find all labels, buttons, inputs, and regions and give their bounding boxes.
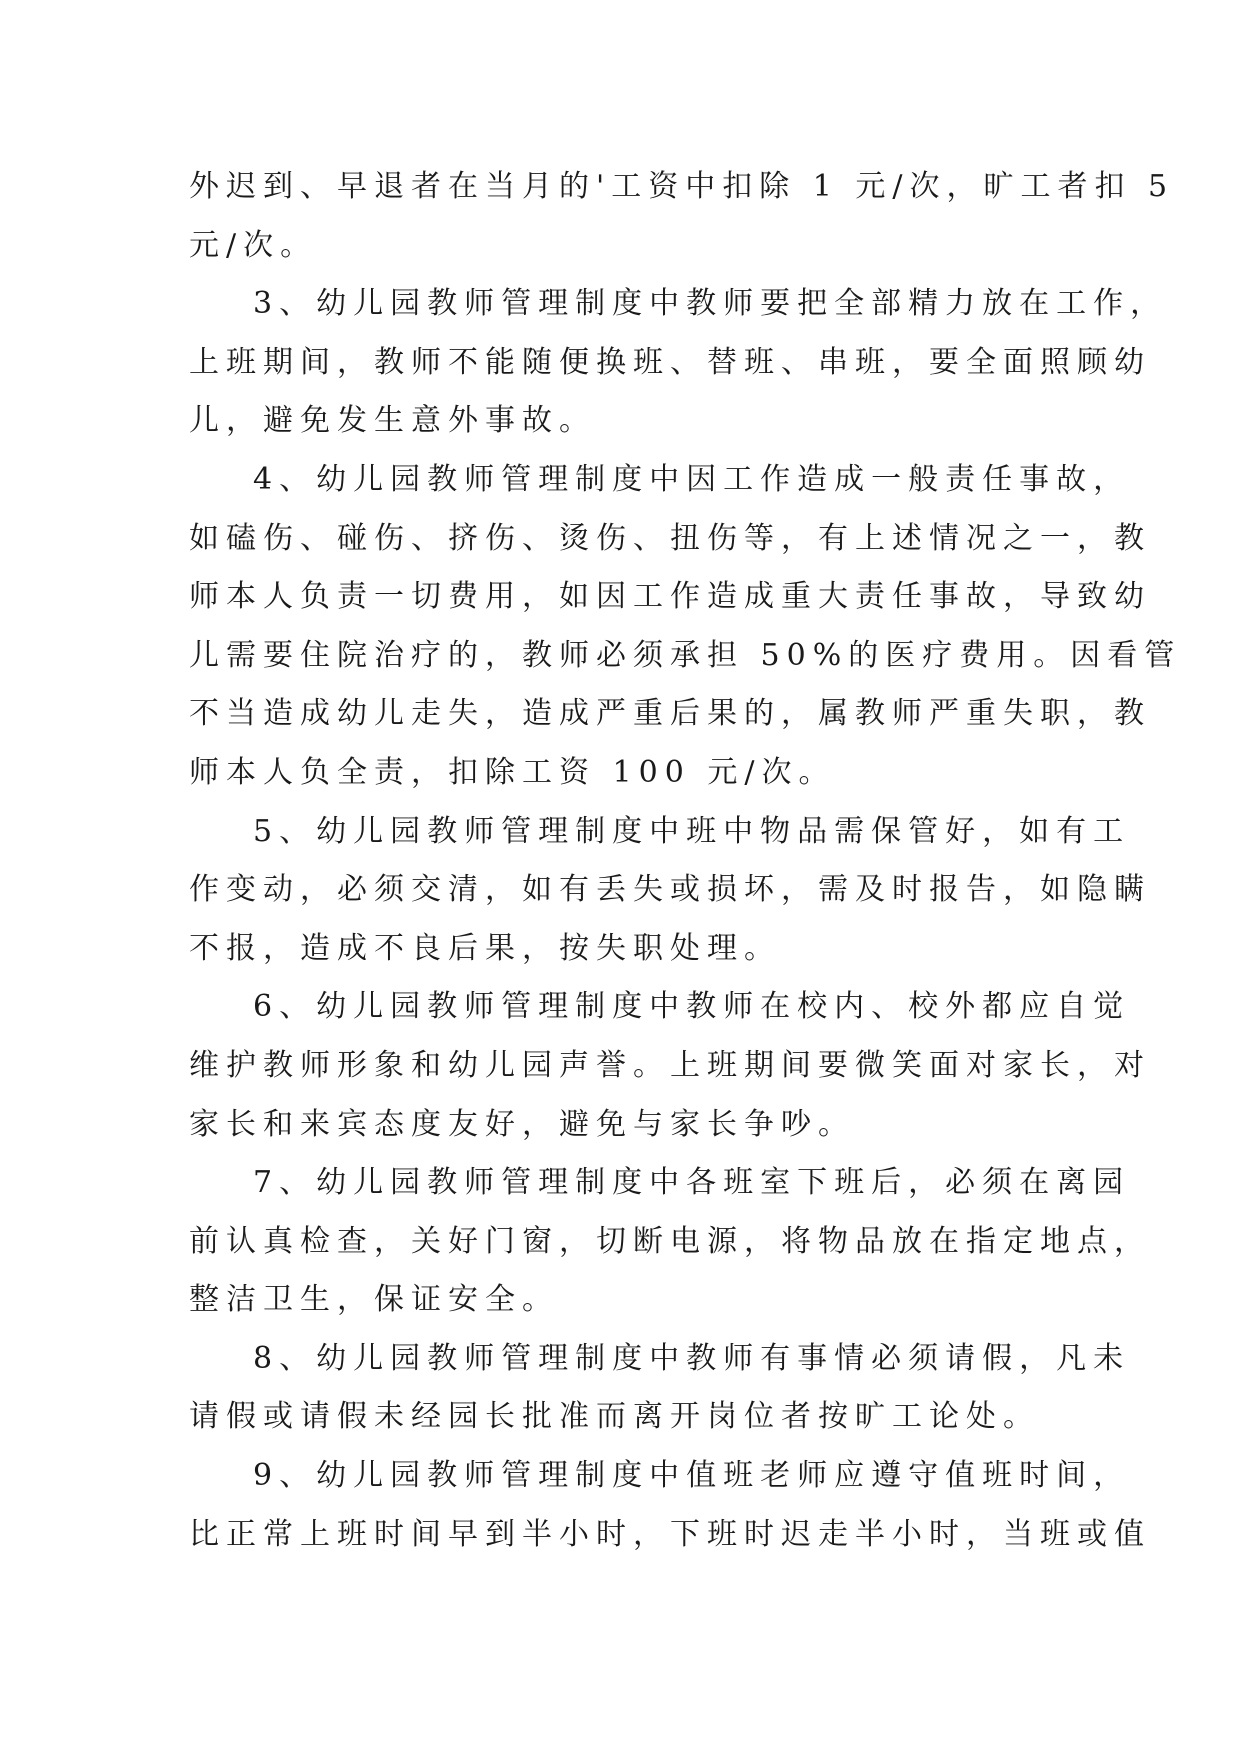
document-body [189, 158, 1182, 1564]
text-line: 儿，避免发生意外事故。 [189, 403, 596, 439]
text-line: 不报，造成不良后果，按失职处理。 [189, 930, 781, 966]
paragraph-start-line: 8、幼儿园教师管理制度中教师有事情必须请假，凡未 [253, 1340, 1131, 1376]
text-line: 比正常上班时间早到半小时，下班时迟走半小时，当班或值 [189, 1516, 1151, 1552]
text-line: 师本人负全责，扣除工资 100 元/次。 [189, 754, 836, 790]
text-line: 作变动，必须交清，如有丢失或损坏，需及时报告，如隐瞒 [189, 872, 1151, 908]
paragraph-start-line: 6、幼儿园教师管理制度中教师在校内、校外都应自觉 [253, 989, 1131, 1025]
text-line: 整洁卫生，保证安全。 [189, 1282, 559, 1318]
text-line: 上班期间，教师不能随便换班、替班、串班，要全面照顾幼 [189, 344, 1151, 380]
paragraph-start-line: 9、幼儿园教师管理制度中值班老师应遵守值班时间， [253, 1458, 1131, 1494]
text-line: 元/次。 [189, 227, 318, 263]
paragraph-start-line: 3、幼儿园教师管理制度中教师要把全部精力放在工作， [253, 286, 1168, 322]
text-line: 请假或请假未经园长批准而离开岗位者按旷工论处。 [189, 1399, 1040, 1435]
text-line: 师本人负责一切费用，如因工作造成重大责任事故，导致幼 [189, 579, 1151, 615]
paragraph-start-line: 5、幼儿园教师管理制度中班中物品需保管好，如有工 [253, 813, 1131, 849]
text-line: 家长和来宾态度友好，避免与家长争吵。 [189, 1106, 855, 1142]
text-line: 不当造成幼儿走失，造成严重后果的，属教师严重失职，教 [189, 696, 1151, 732]
text-line: 儿需要住院治疗的，教师必须承担 50%的医疗费用。因看管 [189, 637, 1182, 673]
text-line: 如磕伤、碰伤、挤伤、烫伤、扭伤等，有上述情况之一，教 [189, 520, 1151, 556]
paragraph-start-line: 4、幼儿园教师管理制度中因工作造成一般责任事故， [253, 461, 1131, 497]
text-line: 外迟到、早退者在当月的'工资中扣除 1 元/次，旷工者扣 5 [189, 169, 1175, 204]
text-line: 前认真检查，关好门窗，切断电源，将物品放在指定地点， [189, 1223, 1151, 1259]
text-line: 维护教师形象和幼儿园声誉。上班期间要微笑面对家长，对 [189, 1047, 1151, 1083]
paragraph-start-line: 7、幼儿园教师管理制度中各班室下班后，必须在离园 [253, 1165, 1131, 1201]
